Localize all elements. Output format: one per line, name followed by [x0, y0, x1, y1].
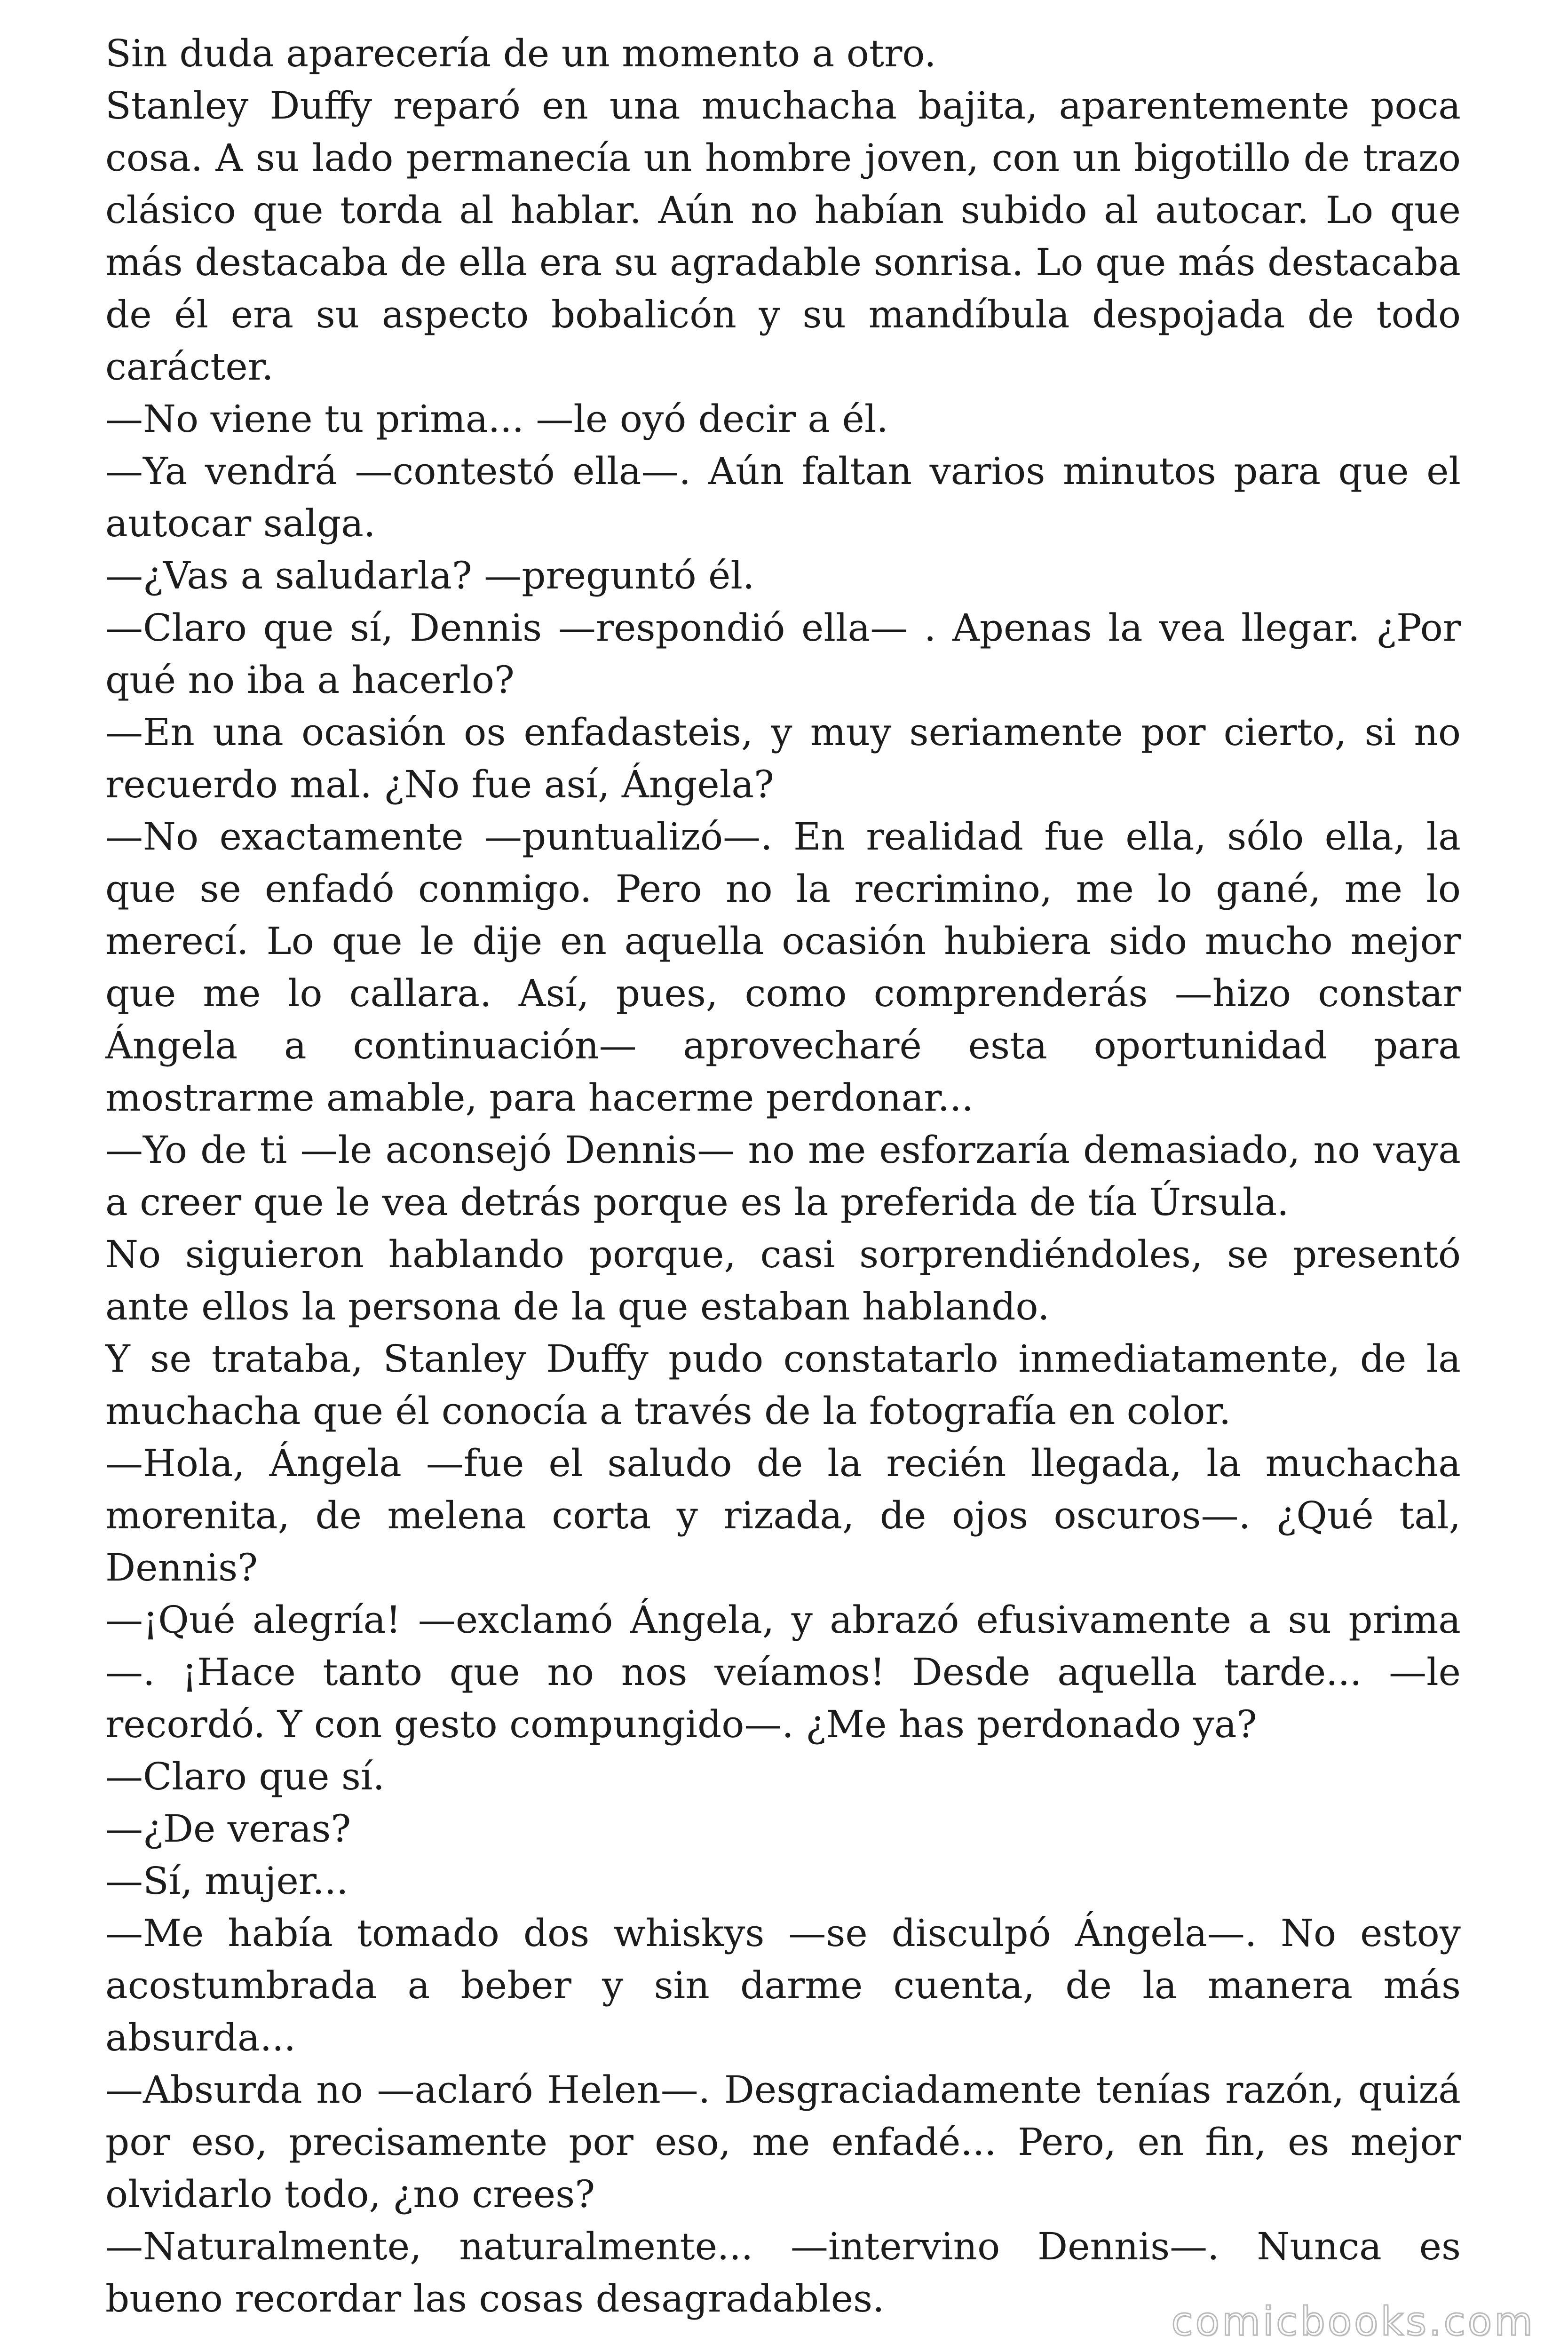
paragraph: Sin duda aparecería de un momento a otro. — [105, 32, 936, 75]
paragraph: Stanley Duffy reparó en una muchacha bajita, aparentemente poca cosa. A su lado permanecía un hombre joven, con un bigotillo de trazo clásico que torda al hablar. Aún no habían subido al autocar. Lo que más destacaba de ella era su agradable sonrisa. Lo que más destacaba de él era su aspecto bobalicón y su mandíbula despojada de todo carácter. — [105, 84, 1461, 389]
watermark: comicbooks.com — [1171, 2298, 1535, 2344]
body-text — [105, 27, 1461, 2325]
paragraph: No siguieron hablando porque, casi sorprendiéndoles, se presentó ante ellos la persona de la que estaban hablando. — [105, 1232, 1461, 1328]
paragraph: —Sí, mujer... — [105, 1859, 348, 1903]
paragraph: —En una ocasión os enfadasteis, y muy seriamente por cierto, si no recuerdo mal. ¿No fue así, Ángela? — [105, 710, 1461, 806]
paragraph: —No viene tu prima... —le oyó decir a él. — [105, 397, 888, 441]
paragraph: Y se trataba, Stanley Duffy pudo constatarlo inmediatamente, de la muchacha que él conocía a través de la fotografía en color. — [105, 1337, 1461, 1433]
paragraph: —Claro que sí, Dennis —respondió ella— . Apenas la vea llegar. ¿Por qué no iba a hacerlo? — [105, 606, 1461, 702]
paragraph: —Ya vendrá —contestó ella—. Aún faltan varios minutos para que el autocar salga. — [105, 449, 1461, 545]
paragraph: —No exactamente —puntualizó—. En realidad fue ella, sólo ella, la que se enfadó conmigo. Pero no la recrimino, me lo gané, me lo merecí. Lo que le dije en aquella ocasión hubiera sido mucho mejor que me lo callara. Así, pues, como comprenderás —hizo constar Ángela a continuación— aprovecharé esta oportunidad para mostrarme amable, para hacerme perdonar... — [105, 815, 1461, 1120]
paragraph: —Yo de ti —le aconsejó Dennis— no me esforzaría demasiado, no vaya a creer que le vea detrás porque es la preferida de tía Úrsula. — [105, 1128, 1461, 1224]
paragraph: —¡Qué alegría! —exclamó Ángela, y abrazó efusivamente a su prima —. ¡Hace tanto que no nos veíamos! Desde aquella tarde... —le recordó. Y con gesto compungido—. ¿Me has perdonado ya? — [105, 1598, 1461, 1746]
paragraph: —Hola, Ángela —fue el saludo de la recién llegada, la muchacha morenita, de melena corta y rizada, de ojos oscuros—. ¿Qué tal, Dennis? — [105, 1441, 1461, 1589]
paragraph: —Me había tomado dos whiskys —se disculpó Ángela—. No estoy acostumbrada a beber y sin darme cuenta, de la manera más absurda... — [105, 1911, 1461, 2059]
paragraph: —¿De veras? — [105, 1807, 351, 1851]
paragraph: —Claro que sí. — [105, 1755, 385, 1798]
paragraph: —Naturalmente, naturalmente... —intervino Dennis—. Nunca es bueno recordar las cosas desagradables. — [105, 2225, 1461, 2320]
paragraph: —Absurda no —aclaró Helen—. Desgraciadamente tenías razón, quizá por eso, precisamente por eso, me enfadé... Pero, en fin, es mejor olvidarlo todo, ¿no crees? — [105, 2068, 1461, 2216]
paragraph: —¿Vas a saludarla? —preguntó él. — [105, 554, 755, 597]
